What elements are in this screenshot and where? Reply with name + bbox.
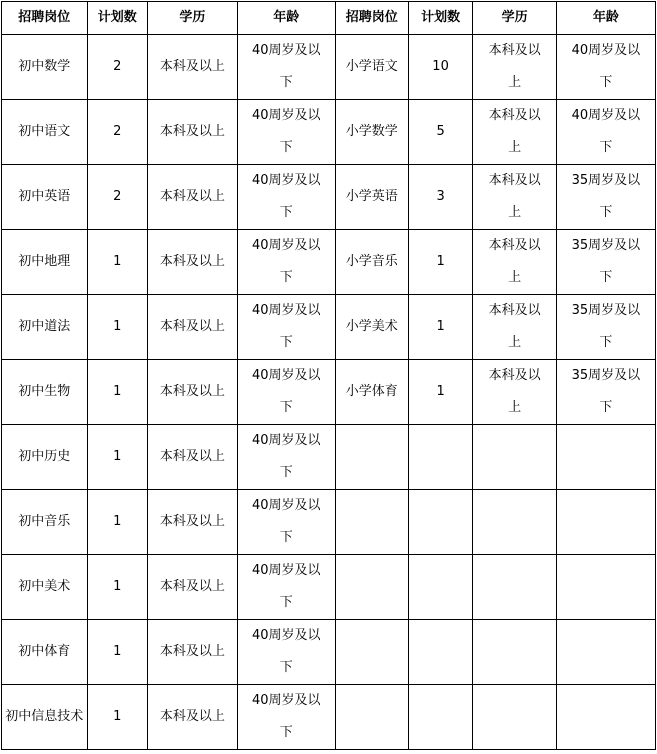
header-position-right: 招聘岗位 bbox=[335, 2, 408, 35]
count-cell-right bbox=[408, 360, 473, 425]
position-cell-right bbox=[335, 360, 408, 425]
age-cell-left bbox=[237, 360, 335, 425]
count-cell-left bbox=[87, 35, 147, 100]
education-cell-right bbox=[473, 295, 556, 360]
age-cell-left bbox=[237, 165, 335, 230]
count-text: 1 bbox=[113, 579, 122, 594]
header-row bbox=[2, 2, 656, 35]
education-cell-right bbox=[473, 620, 556, 685]
position-text: 小学美术 bbox=[345, 319, 398, 334]
age-text: 35周岁及以下 bbox=[571, 173, 641, 220]
count-text: 1 bbox=[113, 709, 122, 724]
age-cell-left bbox=[237, 490, 335, 555]
position-cell-right bbox=[335, 425, 408, 490]
age-text: 40周岁及以下 bbox=[251, 238, 321, 285]
age-text: 40周岁及以下 bbox=[251, 628, 321, 675]
table-row bbox=[2, 100, 656, 165]
position-cell-left bbox=[2, 425, 88, 490]
count-cell-left bbox=[87, 685, 147, 750]
age-cell-left bbox=[237, 555, 335, 620]
header-age-left: 年龄 bbox=[237, 2, 335, 35]
education-cell-right bbox=[473, 555, 556, 620]
count-cell-left bbox=[87, 230, 147, 295]
position-text: 初中数学 bbox=[18, 59, 71, 74]
education-cell-left bbox=[148, 360, 238, 425]
position-text: 初中语文 bbox=[18, 124, 71, 139]
position-text: 初中英语 bbox=[18, 189, 71, 204]
age-text: 35周岁及以下 bbox=[571, 303, 641, 350]
count-cell-right bbox=[408, 685, 473, 750]
count-text: 1 bbox=[113, 384, 122, 399]
count-cell-right bbox=[408, 100, 473, 165]
count-text: 1 bbox=[436, 254, 445, 269]
age-text: 40周岁及以下 bbox=[251, 43, 321, 90]
count-cell-right bbox=[408, 295, 473, 360]
count-text: 1 bbox=[113, 254, 122, 269]
age-text: 40周岁及以下 bbox=[251, 303, 321, 350]
education-text: 本科及以上 bbox=[159, 189, 225, 204]
age-cell-right bbox=[556, 425, 655, 490]
position-text: 小学语文 bbox=[345, 59, 398, 74]
header-education-right: 学历 bbox=[473, 2, 556, 35]
position-text: 初中道法 bbox=[18, 319, 71, 334]
education-text: 本科及以上 bbox=[159, 59, 225, 74]
position-cell-right bbox=[335, 35, 408, 100]
header-count-left: 计划数 bbox=[87, 2, 147, 35]
position-cell-right bbox=[335, 100, 408, 165]
count-text: 1 bbox=[113, 449, 122, 464]
position-cell-left bbox=[2, 685, 88, 750]
table-row bbox=[2, 165, 656, 230]
count-cell-left bbox=[87, 295, 147, 360]
count-cell-left bbox=[87, 165, 147, 230]
header-position-left: 招聘岗位 bbox=[2, 2, 88, 35]
position-cell-left bbox=[2, 165, 88, 230]
education-cell-right bbox=[473, 490, 556, 555]
education-cell-right bbox=[473, 230, 556, 295]
age-cell-right bbox=[556, 295, 655, 360]
count-cell-right bbox=[408, 620, 473, 685]
education-cell-left bbox=[148, 425, 238, 490]
count-text: 5 bbox=[436, 124, 445, 139]
position-cell-right bbox=[335, 230, 408, 295]
age-cell-right bbox=[556, 165, 655, 230]
age-text: 35周岁及以下 bbox=[571, 238, 641, 285]
count-cell-right bbox=[408, 555, 473, 620]
education-text: 本科及以上 bbox=[159, 319, 225, 334]
position-text: 初中信息技术 bbox=[5, 709, 84, 724]
table-row bbox=[2, 555, 656, 620]
education-cell-right bbox=[473, 165, 556, 230]
education-text: 本科及以上 bbox=[159, 254, 225, 269]
position-text: 初中地理 bbox=[18, 254, 71, 269]
position-text: 初中生物 bbox=[18, 384, 71, 399]
position-text: 初中美术 bbox=[18, 579, 71, 594]
education-text: 本科及以上 bbox=[488, 368, 541, 415]
education-cell-left bbox=[148, 230, 238, 295]
education-cell-left bbox=[148, 555, 238, 620]
age-cell-right bbox=[556, 685, 655, 750]
education-cell-right bbox=[473, 360, 556, 425]
age-text: 40周岁及以下 bbox=[251, 108, 321, 155]
position-cell-right bbox=[335, 620, 408, 685]
education-cell-right bbox=[473, 685, 556, 750]
age-cell-right bbox=[556, 490, 655, 555]
education-text: 本科及以上 bbox=[488, 303, 541, 350]
count-text: 1 bbox=[113, 514, 122, 529]
count-text: 3 bbox=[436, 189, 445, 204]
table-row bbox=[2, 35, 656, 100]
position-cell-left bbox=[2, 360, 88, 425]
position-text: 小学英语 bbox=[345, 189, 398, 204]
education-cell-left bbox=[148, 295, 238, 360]
table-row bbox=[2, 620, 656, 685]
education-cell-right bbox=[473, 35, 556, 100]
position-cell-right bbox=[335, 685, 408, 750]
position-text: 小学体育 bbox=[345, 384, 398, 399]
education-text: 本科及以上 bbox=[488, 238, 541, 285]
education-text: 本科及以上 bbox=[488, 173, 541, 220]
education-text: 本科及以上 bbox=[159, 449, 225, 464]
position-cell-right bbox=[335, 490, 408, 555]
count-text: 1 bbox=[436, 384, 445, 399]
position-cell-right bbox=[335, 555, 408, 620]
count-cell-right bbox=[408, 230, 473, 295]
position-cell-left bbox=[2, 620, 88, 685]
education-text: 本科及以上 bbox=[159, 709, 225, 724]
age-cell-right bbox=[556, 230, 655, 295]
count-cell-left bbox=[87, 490, 147, 555]
position-cell-left bbox=[2, 35, 88, 100]
age-cell-right bbox=[556, 100, 655, 165]
header-education-left: 学历 bbox=[148, 2, 238, 35]
age-cell-right bbox=[556, 360, 655, 425]
header-count-right: 计划数 bbox=[408, 2, 473, 35]
position-text: 小学音乐 bbox=[345, 254, 398, 269]
table-row bbox=[2, 230, 656, 295]
education-cell-left bbox=[148, 100, 238, 165]
count-text: 2 bbox=[113, 59, 122, 74]
table-row bbox=[2, 685, 656, 750]
table-row bbox=[2, 490, 656, 555]
position-cell-left bbox=[2, 230, 88, 295]
age-cell-right bbox=[556, 35, 655, 100]
age-text: 40周岁及以下 bbox=[251, 693, 321, 740]
age-cell-left bbox=[237, 295, 335, 360]
age-cell-left bbox=[237, 230, 335, 295]
count-cell-right bbox=[408, 35, 473, 100]
age-cell-left bbox=[237, 685, 335, 750]
education-text: 本科及以上 bbox=[159, 514, 225, 529]
age-cell-left bbox=[237, 35, 335, 100]
age-cell-right bbox=[556, 620, 655, 685]
count-cell-left bbox=[87, 100, 147, 165]
education-cell-left bbox=[148, 35, 238, 100]
education-text: 本科及以上 bbox=[488, 108, 541, 155]
age-text: 40周岁及以下 bbox=[571, 108, 641, 155]
position-cell-right bbox=[335, 165, 408, 230]
table-row bbox=[2, 425, 656, 490]
count-cell-right bbox=[408, 425, 473, 490]
age-text: 40周岁及以下 bbox=[251, 498, 321, 545]
position-text: 初中历史 bbox=[18, 449, 71, 464]
count-cell-left bbox=[87, 425, 147, 490]
table-body bbox=[2, 35, 656, 750]
position-cell-left bbox=[2, 555, 88, 620]
position-cell-left bbox=[2, 490, 88, 555]
count-cell-left bbox=[87, 555, 147, 620]
age-text: 35周岁及以下 bbox=[571, 368, 641, 415]
age-cell-left bbox=[237, 100, 335, 165]
position-text: 初中体育 bbox=[18, 644, 71, 659]
recruitment-table bbox=[1, 1, 656, 750]
count-cell-left bbox=[87, 360, 147, 425]
count-text: 1 bbox=[113, 319, 122, 334]
position-cell-left bbox=[2, 100, 88, 165]
table-row bbox=[2, 360, 656, 425]
education-cell-left bbox=[148, 685, 238, 750]
education-text: 本科及以上 bbox=[159, 124, 225, 139]
age-text: 40周岁及以下 bbox=[251, 173, 321, 220]
count-text: 1 bbox=[436, 319, 445, 334]
education-text: 本科及以上 bbox=[488, 43, 541, 90]
age-cell-left bbox=[237, 620, 335, 685]
header-age-right: 年龄 bbox=[556, 2, 655, 35]
position-cell-right bbox=[335, 295, 408, 360]
age-cell-right bbox=[556, 555, 655, 620]
age-text: 40周岁及以下 bbox=[251, 368, 321, 415]
count-cell-right bbox=[408, 165, 473, 230]
age-text: 40周岁及以下 bbox=[251, 433, 321, 480]
table-row bbox=[2, 295, 656, 360]
education-cell-left bbox=[148, 490, 238, 555]
count-cell-left bbox=[87, 620, 147, 685]
count-text: 1 bbox=[113, 644, 122, 659]
education-text: 本科及以上 bbox=[159, 579, 225, 594]
age-text: 40周岁及以下 bbox=[571, 43, 641, 90]
education-text: 本科及以上 bbox=[159, 384, 225, 399]
education-cell-right bbox=[473, 425, 556, 490]
age-cell-left bbox=[237, 425, 335, 490]
education-cell-right bbox=[473, 100, 556, 165]
position-cell-left bbox=[2, 295, 88, 360]
position-text: 小学数学 bbox=[345, 124, 398, 139]
count-text: 2 bbox=[113, 189, 122, 204]
education-cell-left bbox=[148, 165, 238, 230]
count-text: 10 bbox=[432, 59, 449, 74]
count-text: 2 bbox=[113, 124, 122, 139]
position-text: 初中音乐 bbox=[18, 514, 71, 529]
age-text: 40周岁及以下 bbox=[251, 563, 321, 610]
count-cell-right bbox=[408, 490, 473, 555]
education-text: 本科及以上 bbox=[159, 644, 225, 659]
education-cell-left bbox=[148, 620, 238, 685]
